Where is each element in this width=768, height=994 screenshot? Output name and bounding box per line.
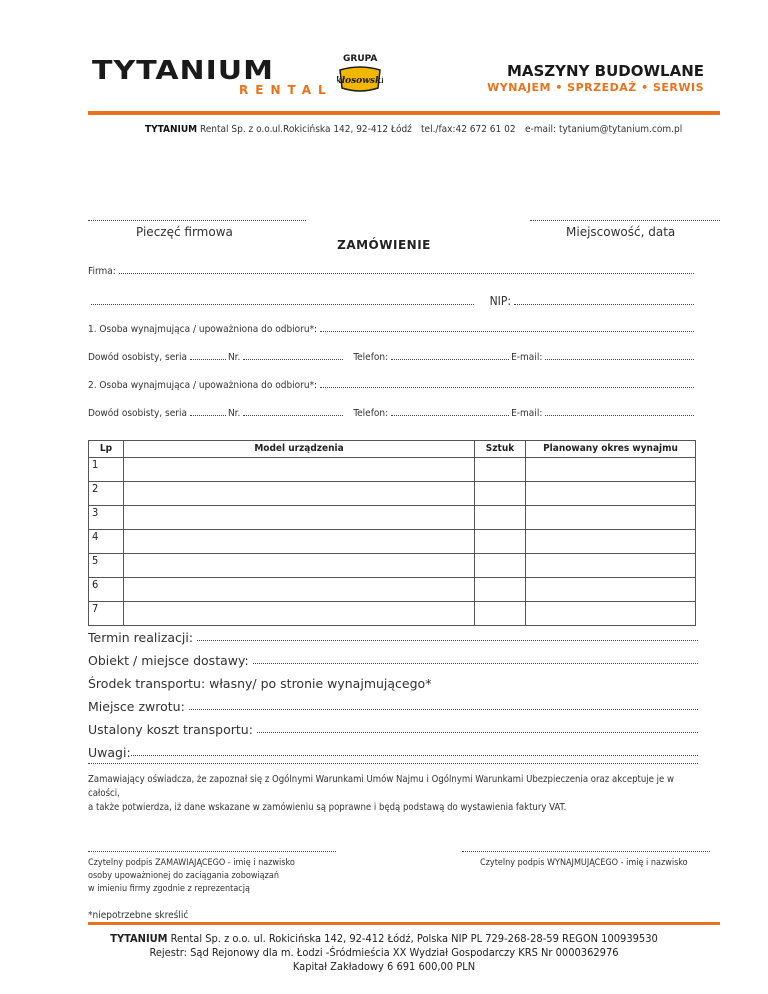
row-number: 7 [89, 602, 124, 626]
person2-id-row [88, 408, 696, 419]
table-row [89, 482, 696, 506]
row-number: 3 [89, 506, 124, 530]
brand-title: MASZYNY BUDOWLANE [506, 62, 704, 80]
termin-row [88, 630, 698, 645]
row-number: 5 [89, 554, 124, 578]
group-label: GRUPA [343, 54, 378, 64]
nip-label: NIP: [489, 294, 511, 308]
contact-company: TYTANIUM Rental Sp. z o.o. [145, 124, 273, 135]
obiekt-label: Obiekt / miejsce dostawy: [88, 653, 249, 668]
email-label: E-mail: [511, 352, 543, 363]
declaration-line-2: a także potwierdza, iż dane wskazane w zamówieniu są poprawne i będą podstawą do wystawienia faktury VAT. [88, 802, 567, 813]
zwrot-input[interactable] [189, 709, 698, 710]
declaration [88, 773, 708, 815]
company-logo: TYTANIUM [92, 56, 275, 86]
firma-row [88, 266, 696, 277]
id-nr-input[interactable] [243, 415, 343, 416]
footnote: *niepotrzebne skreślić [88, 910, 189, 921]
contact-email: e-mail: tytanium@tytanium.com.pl [525, 124, 683, 135]
uwagi-row [88, 745, 698, 760]
model-cell[interactable] [124, 458, 475, 482]
contact-phone: tel./fax:42 672 61 02 [421, 124, 516, 135]
model-cell[interactable] [124, 554, 475, 578]
person2-label: 2. Osoba wynajmująca / upoważniona do odbioru*: [88, 380, 318, 391]
id-series-label: Dowód osobisty, seria [88, 408, 187, 419]
zwrot-row [88, 699, 698, 714]
header-rule [88, 111, 720, 115]
row-number: 2 [89, 482, 124, 506]
koszt-row [88, 722, 698, 737]
logo-subtitle: RENTAL [239, 83, 333, 97]
person1-row [88, 324, 696, 335]
transport-label[interactable]: Środek transportu: własny/ po stronie wynajmującego* [88, 676, 432, 691]
lessor-signature-line[interactable] [462, 851, 710, 852]
col-period: Planowany okres wynajmu [526, 441, 696, 458]
uwagi-input-2[interactable] [88, 762, 698, 764]
table-row [89, 530, 696, 554]
model-cell[interactable] [124, 530, 475, 554]
stamp-label: Pieczęć firmowa [136, 225, 233, 239]
phone-input[interactable] [391, 415, 509, 416]
nip-input[interactable] [514, 304, 694, 305]
place-date-line[interactable] [530, 219, 720, 221]
period-cell[interactable] [526, 602, 696, 626]
qty-cell[interactable] [475, 554, 526, 578]
table-row [89, 458, 696, 482]
person1-input[interactable] [320, 331, 694, 332]
stamp-line[interactable] [88, 219, 306, 221]
person1-label: 1. Osoba wynajmująca / upoważniona do odbioru*: [88, 324, 318, 335]
lessor-signature-label: Czytelny podpis WYNAJMUJĄCEGO - imię i nazwisko [480, 858, 688, 868]
period-cell[interactable] [526, 530, 696, 554]
col-lp: Lp [89, 441, 124, 458]
table-row [89, 506, 696, 530]
footer-line-2: Rejestr: Sąd Rejonowy dla m. Łodzi -Śródmieścia XX Wydział Gospodarczy KRS Nr 0000362976 [149, 946, 619, 959]
zwrot-label: Miejsce zwrotu: [88, 699, 185, 714]
group-logo [337, 66, 383, 92]
form-title: ZAMÓWIENIE [337, 238, 431, 252]
id-nr-label: Nr. [227, 408, 241, 419]
qty-cell[interactable] [475, 458, 526, 482]
transport-row [88, 676, 698, 691]
phone-label: Telefon: [353, 408, 389, 419]
period-cell[interactable] [526, 506, 696, 530]
customer-signature-line[interactable] [88, 851, 336, 852]
model-cell[interactable] [124, 482, 475, 506]
row-number: 1 [89, 458, 124, 482]
contact-address: ul.Rokicińska 142, 92-412 Łódź [272, 124, 412, 135]
customer-signature-label: Czytelny podpis ZAMAWIAJĄCEGO - imię i nazwisko osoby upoważnionej do zaciągania zobowiązań w imieniu firmy zgodnie z reprezentacją [88, 858, 295, 894]
place-date-label: Miejscowość, data [566, 225, 676, 239]
period-cell[interactable] [526, 554, 696, 578]
termin-label: Termin realizacji: [88, 630, 194, 645]
footer [0, 932, 768, 974]
phone-label: Telefon: [353, 352, 389, 363]
firma-input-2[interactable] [91, 304, 474, 305]
id-series-label: Dowód osobisty, seria [88, 352, 187, 363]
uwagi-label: Uwagi: [88, 745, 131, 760]
model-cell[interactable] [124, 602, 475, 626]
obiekt-input[interactable] [253, 663, 698, 664]
period-cell[interactable] [526, 482, 696, 506]
qty-cell[interactable] [475, 578, 526, 602]
qty-cell[interactable] [475, 530, 526, 554]
col-model: Model urządzenia [124, 441, 475, 458]
qty-cell[interactable] [475, 602, 526, 626]
group-logo-text: kłosowski [337, 76, 383, 86]
qty-cell[interactable] [475, 506, 526, 530]
period-cell[interactable] [526, 578, 696, 602]
items-table [88, 440, 696, 626]
qty-cell[interactable] [475, 482, 526, 506]
id-series-input[interactable] [190, 359, 226, 360]
id-nr-input[interactable] [243, 359, 343, 360]
email-label: E-mail: [511, 408, 543, 419]
person2-row [88, 380, 696, 391]
person2-input[interactable] [320, 387, 694, 388]
period-cell[interactable] [526, 458, 696, 482]
footer-rule [88, 922, 720, 925]
email-input[interactable] [545, 359, 694, 360]
brand-subtitle: WYNAJEM • SPRZEDAŻ • SERWIS [487, 81, 704, 94]
footer-line-1: TYTANIUM Rental Sp. z o.o. ul. Rokicińska 142, 92-412 Łódź, Polska NIP PL 729-268-28-59 REGON 100939530 [110, 932, 658, 945]
model-cell[interactable] [124, 578, 475, 602]
koszt-label: Ustalony koszt transportu: [88, 722, 253, 737]
firma-label: Firma: [88, 266, 116, 277]
model-cell[interactable] [124, 506, 475, 530]
uwagi-input[interactable] [131, 755, 698, 756]
koszt-input[interactable] [257, 732, 698, 733]
table-row [89, 554, 696, 578]
phone-input[interactable] [391, 359, 509, 360]
footer-line-3: Kapitał Zakładowy 6 691 600,00 PLN [292, 960, 476, 973]
table-row [89, 578, 696, 602]
firma-input[interactable] [119, 273, 694, 274]
table-row [89, 602, 696, 626]
id-series-input[interactable] [190, 415, 226, 416]
termin-input[interactable] [197, 640, 698, 641]
obiekt-row [88, 653, 698, 668]
id-nr-label: Nr. [227, 352, 241, 363]
person1-id-row [88, 352, 696, 363]
table-header-row [89, 441, 696, 458]
row-number: 6 [89, 578, 124, 602]
declaration-line-1: Zamawiający oświadcza, że zapoznał się z Ogólnymi Warunkami Umów Najmu i Ogólnymi Warunkami Ubezpieczenia oraz akceptuje je w całości, [88, 774, 674, 799]
nip-row [88, 294, 696, 308]
row-number: 4 [89, 530, 124, 554]
email-input[interactable] [545, 415, 694, 416]
col-qty: Sztuk [475, 441, 526, 458]
